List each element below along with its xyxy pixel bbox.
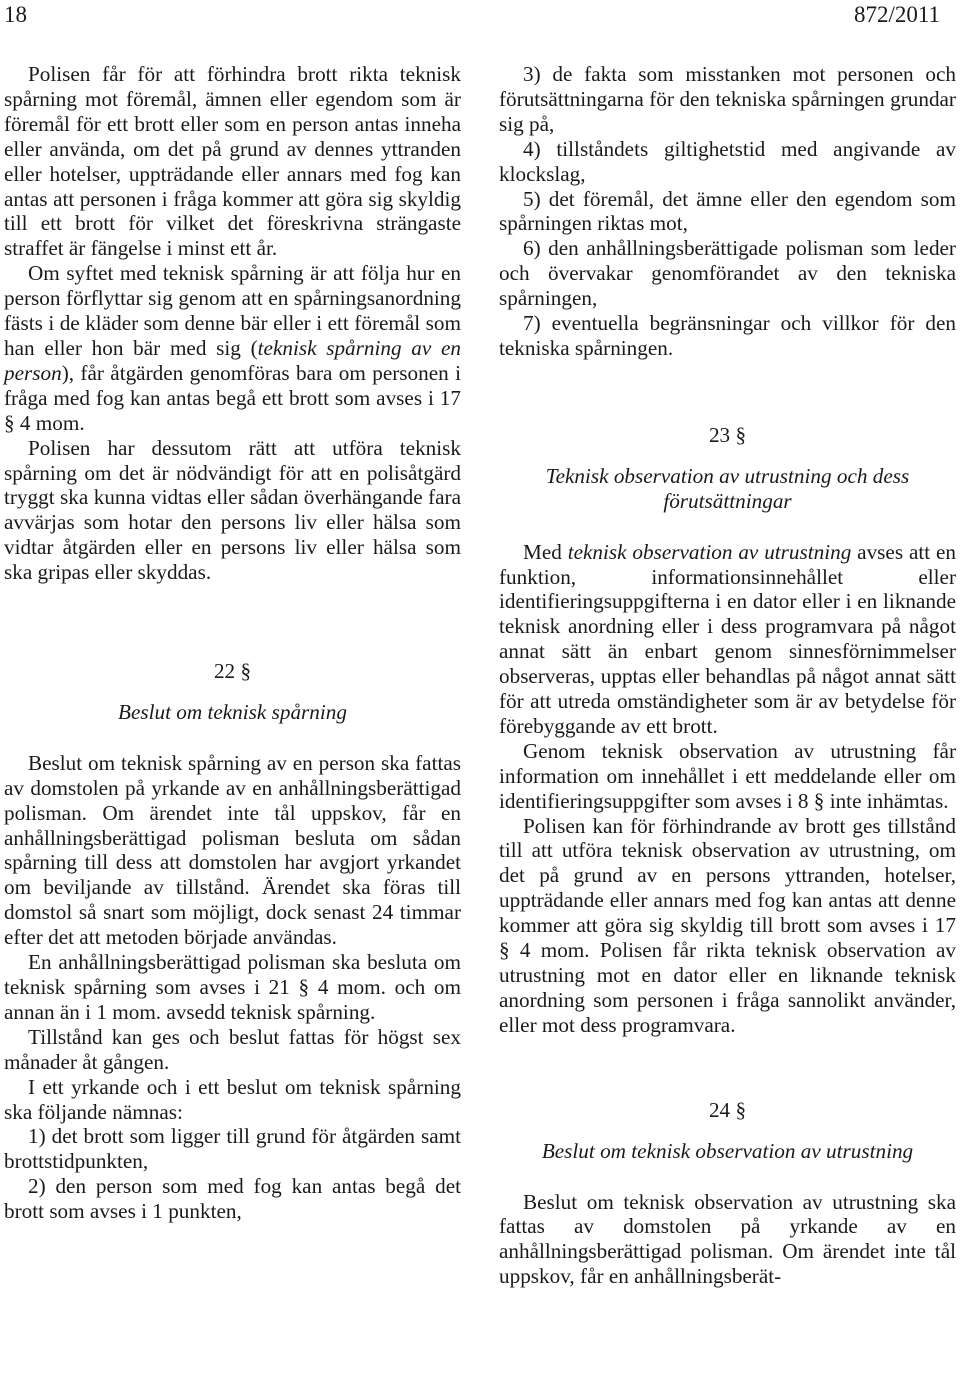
emphasis: teknisk observation av utrustning [567,539,852,564]
paragraph: I ett yrkande och i ett beslut om teknisk spårning ska följande nämnas: [4,1074,461,1124]
paragraph: Tillstånd kan ges och beslut fattas för högst sex månader åt gången. [4,1024,461,1074]
list-item: 2) den person som med fog kan antas begå det brott som avses i 1 punkten, [4,1174,461,1224]
left-column [4,62,461,1224]
list-item: 3) de fakta som misstanken mot personen och förutsättningarna för den tekniska spårningen grundar sig på, [499,62,956,136]
section-title: Teknisk observation av utrustning och dess förutsättningar [545,463,910,513]
document-id: 872/2011 [853,2,940,27]
paragraph: Genom teknisk observation av utrustning får information om innehållet i ett meddelande eller om identifieringsuppgifter som avses i 8 § inte inhämtas. [499,738,956,813]
list-item: 1) det brott som ligger till grund för åtgärden samt brottstidpunkten, [4,1124,461,1174]
section-number: 23 § [708,422,747,447]
page-number: 18 [4,2,27,27]
paragraph: Polisen kan för förhindrande av brott ges tillstånd till att utföra teknisk observation av utrustning, om det på grund av en persons yttranden, hotelser, uppträdande eller annars med fog kan antas att denne kommer att göra sig skyldig till brott som avses i 17 § 4 mom. Polisen får rikta teknisk observation av utrustning mot en dator eller en liknande teknisk anordning som personen i fråga sannolikt använder, eller mot dess programvara. [499,813,956,1037]
paragraph: Beslut om teknisk spårning av en person ska fattas av domstolen på yrkande av en anhållningsberättigad polisman. Om ärendet inte tål uppskov, får en anhållningsberättigad polisman besluta om sådan spårning till dess att domstolen har avgjort yrkandet om beviljande av tillstånd. Ärendet ska föras till domstol så snart som möjligt, dock senast 24 timmar efter det att metoden började användas. [4,750,461,950]
section-number: 24 § [708,1097,747,1122]
list-item: 6) den anhållningsberättigade polisman som leder och övervakar genomförandet av den tekniska spårningen, [499,236,956,311]
paragraph: En anhållningsberättigad polisman ska besluta om teknisk spårning som avses i 21 § 4 mom. och om annan än i 1 mom. avsedd teknisk spårning. [4,950,461,1024]
section-title: Beslut om teknisk observation av utrustning [541,1138,914,1163]
page-header [0,0,960,40]
paragraph: Beslut om teknisk observation av utrustning ska fattas av domstolen på yrkande av en anhållningsberättigad polisman. Om ärendet inte tål uppskov, får en anhållningsberät- [499,1189,956,1289]
list-item: 4) tillståndets giltighetstid med angivande av klockslag, [499,136,956,186]
emphasis: teknisk spårning av en person [4,335,461,385]
section-number: 22 § [213,659,252,684]
right-column [499,62,956,1289]
paragraph: Om syftet med teknisk spårning är att följa hur en person förflyttar sig genom att en spårningsanordning fästs i de kläder som denne bär eller i ett föremål som han eller hon bär med sig (teknisk spårning av en person), får åtgärden genomföras bara om personen i fråga med fog kan antas begå ett brott som avses i 17 § 4 mom. [4,261,461,435]
paragraph: Med teknisk observation av utrustning avses att en funktion, informationsinnehållet eller identifieringsuppgifterna i en dator eller i en liknande teknisk anordning eller i dess programvara på något annat sätt än enbart genom sinnesförnimmelser observeras, upptas eller behandlas på något annat sätt för att utreda omständigheter som är av betydelse för förebyggande av ett brott. [499,539,956,738]
list-item: 5) det föremål, det ämne eller den egendom som spårningen riktas mot, [499,186,956,236]
section-title: Beslut om teknisk spårning [118,699,347,724]
paragraph: Polisen får för att förhindra brott rikta teknisk spårning mot föremål, ämnen eller egendom som är föremål för ett brott eller som en person antas inneha eller använda, om det på grund av dennes yttranden eller hotelser, uppträdande eller annars med fog kan antas att personen i fråga kommer att göra sig skyldig till ett brott för vilket det föreskrivna strängaste straffet är fängelse i minst ett år. [4,62,461,261]
list-item: 7) eventuella begränsningar och villkor för den tekniska spårningen. [499,311,956,360]
paragraph: Polisen har dessutom rätt att utföra teknisk spårning om det är nödvändigt för att en polisåtgärd tryggt ska kunna vidtas eller sådan överhängande fara avvärjas som hotar den persons liv eller hälsa som vidtar åtgärden eller en persons liv eller hälsa som ska gripas eller skyddas. [4,435,461,585]
